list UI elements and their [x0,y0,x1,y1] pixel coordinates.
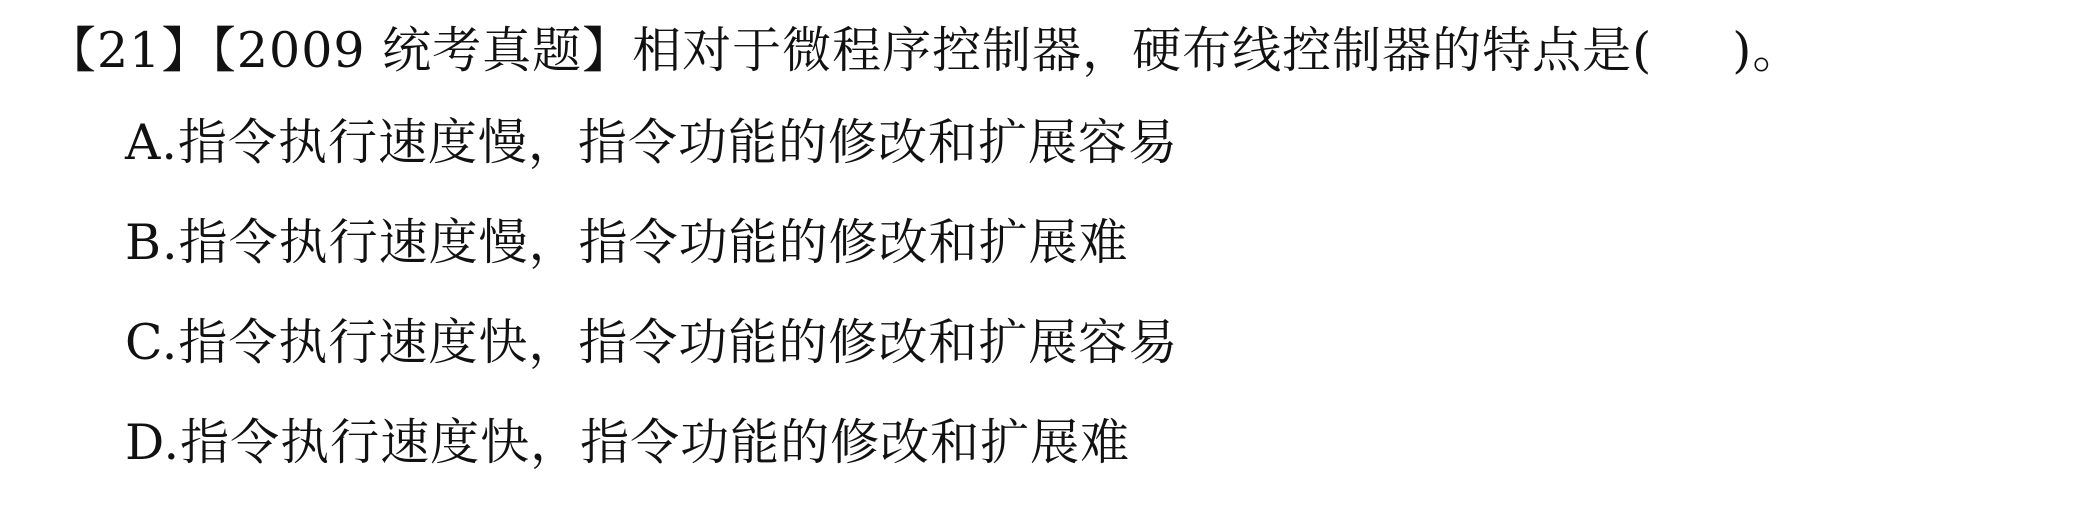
option-text: 指令执行速度快，指令功能的修改和扩展容易 [178,314,1179,371]
option-letter: C. [125,314,179,371]
option-d[interactable] [125,408,1178,508]
question-stem [47,16,1802,86]
question-text: 相对于微程序控制器，硬布线控制器的特点是( [632,22,1653,79]
question-number: 【21】 [47,22,212,79]
option-b[interactable] [125,208,1178,308]
option-letter: A. [125,114,178,171]
option-text: 指令执行速度慢，指令功能的修改和扩展容易 [177,114,1178,171]
option-a[interactable] [125,108,1178,208]
option-letter: D. [125,414,181,471]
question-end: )。 [1732,22,1803,79]
option-text: 指令执行速度慢，指令功能的修改和扩展难 [178,214,1129,271]
option-letter: B. [125,214,179,271]
option-list [125,108,1178,508]
option-c[interactable] [125,308,1178,408]
option-text: 指令执行速度快，指令功能的修改和扩展难 [180,414,1131,471]
question-source: 【2009 统考真题】 [211,22,633,79]
